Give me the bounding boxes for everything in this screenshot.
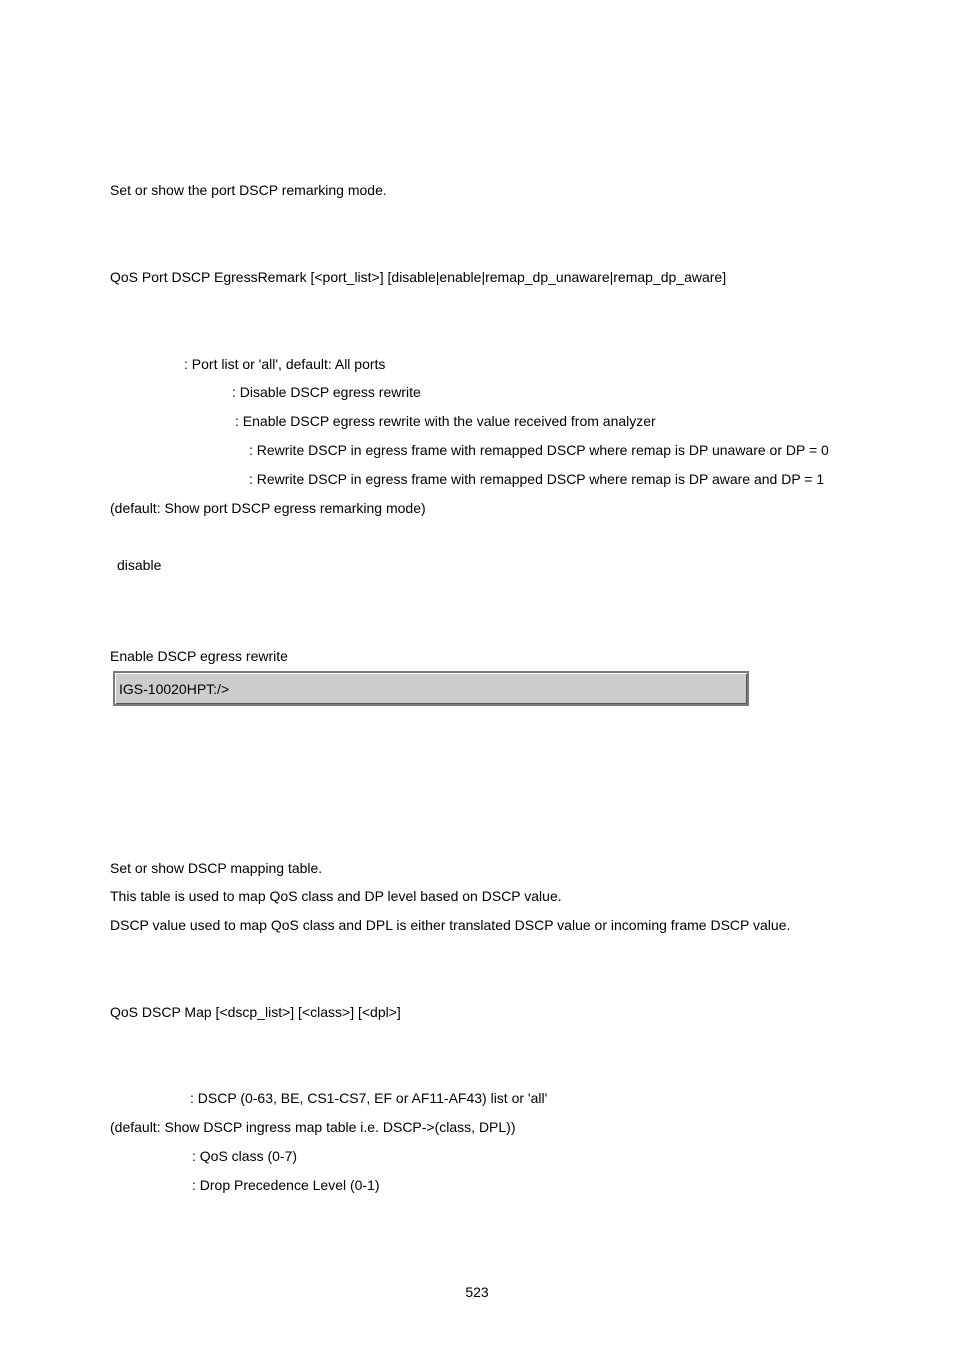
param-dscp-list: : DSCP (0-63, BE, CS1-CS7, EF or AF11-AF43) list or 'all' xyxy=(190,1090,548,1106)
example-code-box xyxy=(113,671,749,706)
param-remap-dp-unaware: : Rewrite DSCP in egress frame with remapped DSCP where remap is DP unaware or DP = 0 xyxy=(249,442,829,458)
section2-param-default-note: (default: Show DSCP ingress map table i.e. DSCP->(class, DPL)) xyxy=(110,1119,516,1135)
section1-description: Set or show the port DSCP remarking mode. xyxy=(110,182,387,198)
param-enable: : Enable DSCP egress rewrite with the value received from analyzer xyxy=(235,413,656,429)
param-default-note: (default: Show port DSCP egress remarking mode) xyxy=(110,500,426,516)
page-number: 523 xyxy=(465,1284,489,1300)
param-dpl: : Drop Precedence Level (0-1) xyxy=(192,1177,380,1193)
param-remap-dp-aware: : Rewrite DSCP in egress frame with remapped DSCP where remap is DP aware and DP = 1 xyxy=(249,471,825,487)
example-prompt: IGS-10020HPT:/> xyxy=(119,681,230,697)
section1-syntax: QoS Port DSCP EgressRemark [<port_list>] [disable|enable|remap_dp_unaware|remap_dp_aware] xyxy=(110,269,727,285)
param-disable: : Disable DSCP egress rewrite xyxy=(232,384,421,400)
section2-description-line-3: DSCP value used to map QoS class and DPL is either translated DSCP value or incoming frame DSCP value. xyxy=(110,917,791,933)
example-description: Enable DSCP egress rewrite xyxy=(110,648,288,664)
section2-description-line-2: This table is used to map QoS class and DP level based on DSCP value. xyxy=(110,888,562,904)
section2-syntax: QoS DSCP Map [<dscp_list>] [<class>] [<dpl>] xyxy=(110,1004,401,1020)
default-value: disable xyxy=(117,557,162,573)
param-class: : QoS class (0-7) xyxy=(192,1148,298,1164)
param-port-list: : Port list or 'all', default: All ports xyxy=(184,356,386,372)
section2-description-line-1: Set or show DSCP mapping table. xyxy=(110,860,323,876)
